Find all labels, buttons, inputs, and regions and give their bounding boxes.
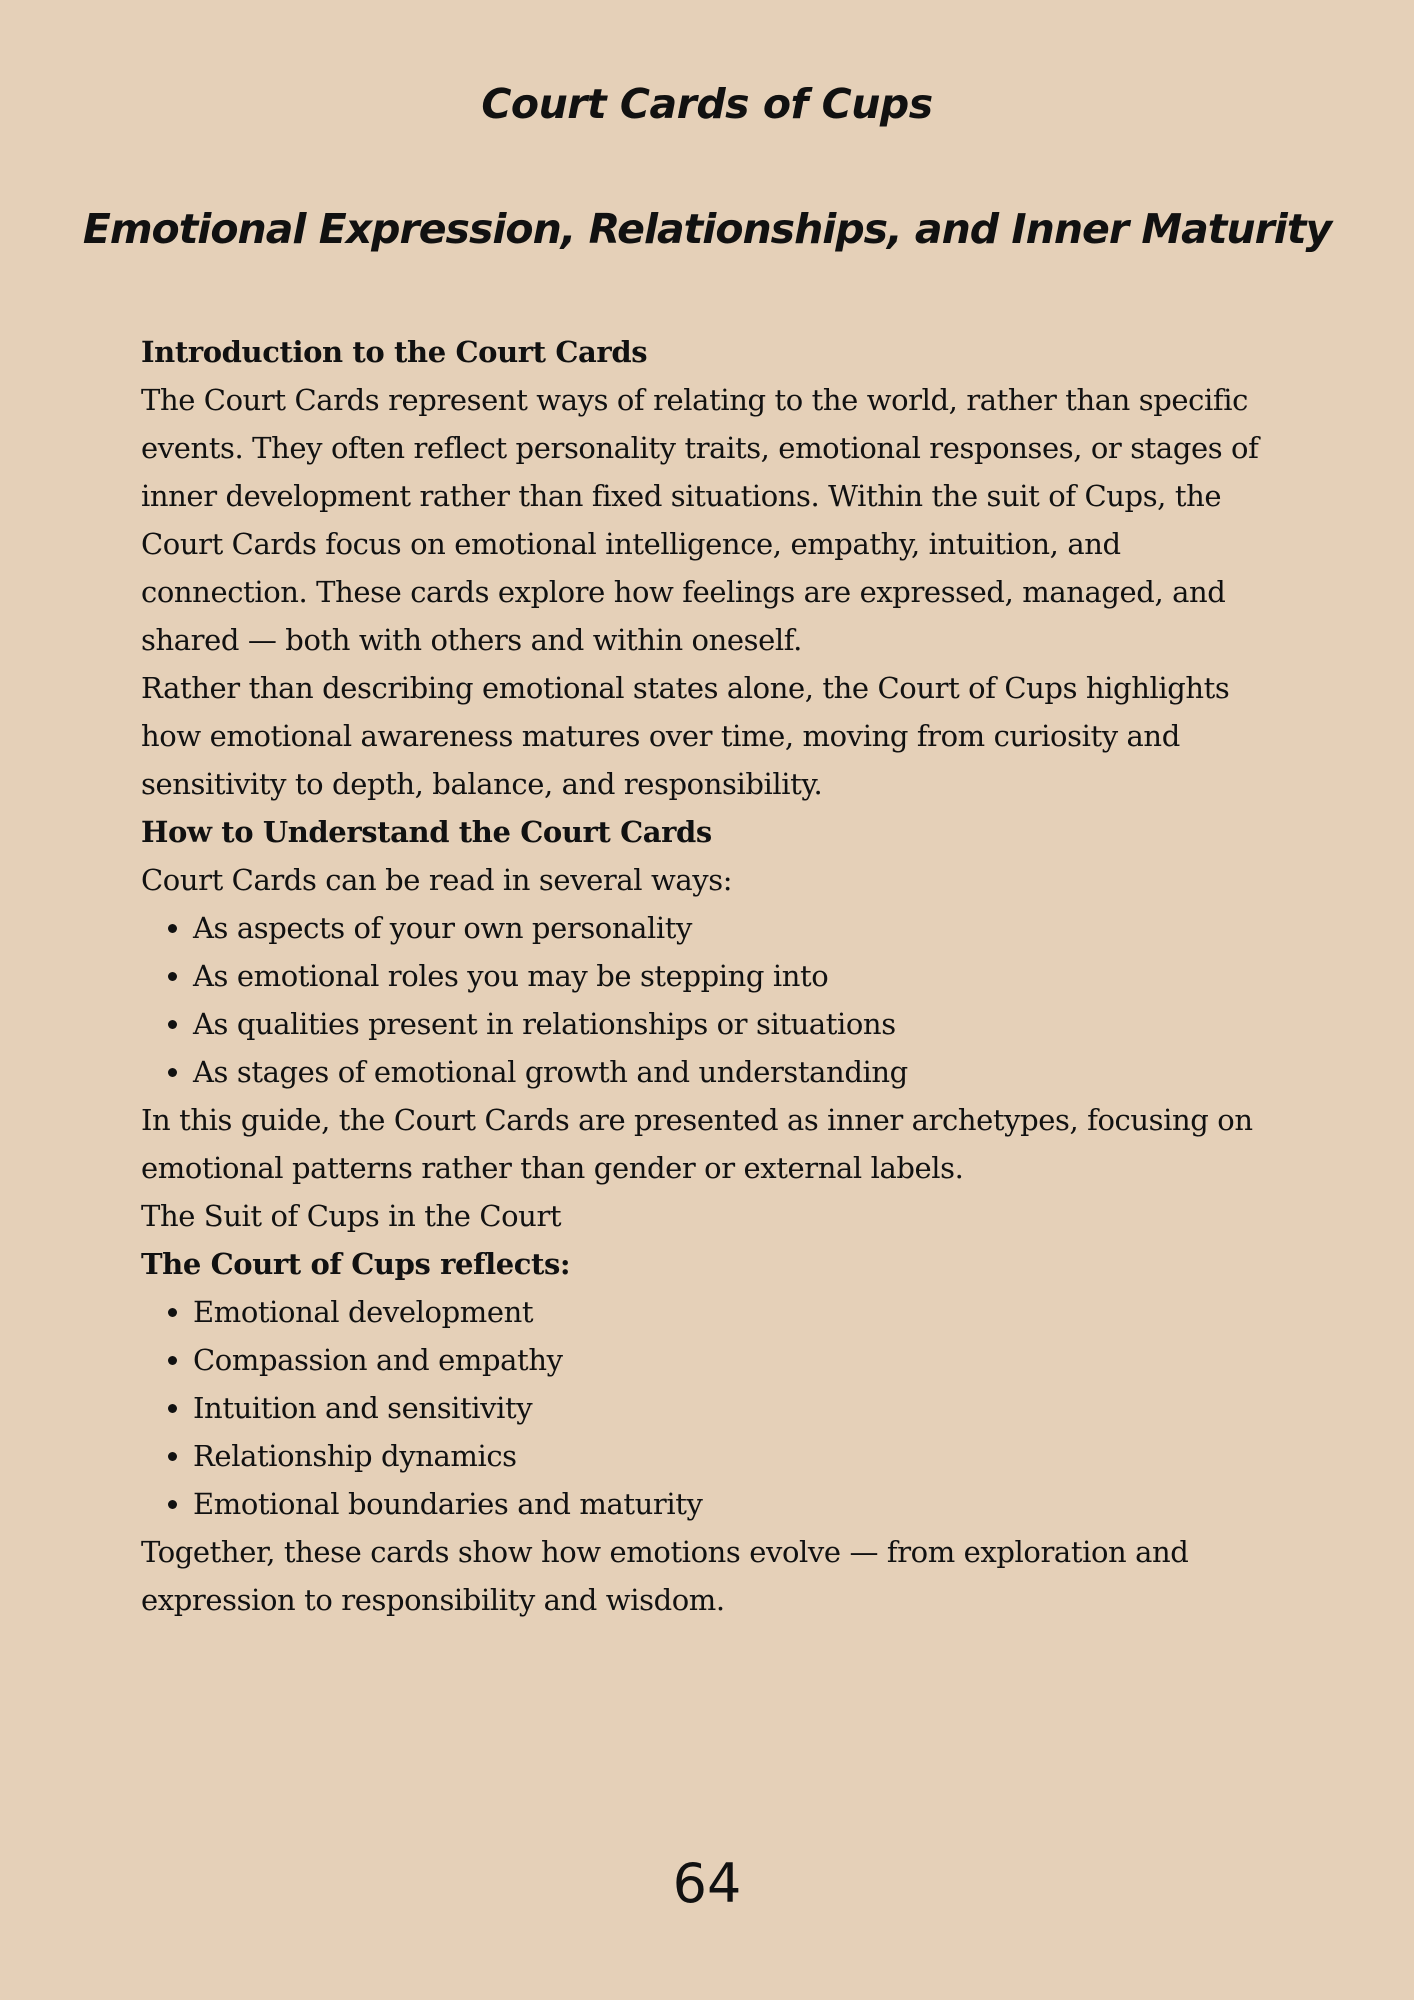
reflects-heading: The Court of Cups reflects: (141, 1247, 571, 1281)
understand-lead: Court Cards can be read in several ways: (141, 863, 733, 897)
intro-paragraph-1: The Court Cards represent ways of relating to the world, rather than specific events. They often reflect personality traits, emotional responses, or stages of inner development rather than fixed situations. Within the suit of Cups, the Court Cards focus on emotional intelligence, empathy, intuition, and connection. These cards explore how feelings are expressed, managed, and shared — both with others and within oneself. (141, 383, 1259, 657)
page-subtitle: Emotional Expression, Relationships, and Inner Maturity (82, 205, 1332, 253)
list-item: • Intuition and sensitivity (193, 1384, 1281, 1432)
list-item: • Emotional boundaries and maturity (193, 1480, 1281, 1528)
list-item: • As qualities present in relationships or situations (193, 1000, 1281, 1048)
intro-paragraph-2: Rather than describing emotional states alone, the Court of Cups highlights how emotional awareness matures over time, moving from curiosity and sensitivity to depth, balance, and responsibility. (141, 671, 1230, 801)
understand-heading: How to Understand the Court Cards (141, 815, 712, 849)
list-item: • Emotional development (193, 1288, 1281, 1336)
reflects-list (141, 1288, 1281, 1528)
page-title: Court Cards of Cups (481, 80, 933, 128)
main-content (141, 328, 1281, 1624)
page-number: 64 (672, 1852, 742, 1915)
list-item: • As stages of emotional growth and understanding (193, 1048, 1281, 1096)
list-item: • As aspects of your own personality (193, 904, 1281, 952)
suit-line: The Suit of Cups in the Court (141, 1199, 562, 1233)
list-item: • Relationship dynamics (193, 1432, 1281, 1480)
understand-list (141, 904, 1281, 1096)
list-item: • Compassion and empathy (193, 1336, 1281, 1384)
list-item: • As emotional roles you may be stepping into (193, 952, 1281, 1000)
intro-heading: Introduction to the Court Cards (141, 335, 648, 369)
guide-paragraph: In this guide, the Court Cards are presented as inner archetypes, focusing on emotional patterns rather than gender or external labels. (141, 1103, 1253, 1185)
closing-paragraph: Together, these cards show how emotions evolve — from exploration and expression to responsibility and wisdom. (141, 1535, 1189, 1617)
